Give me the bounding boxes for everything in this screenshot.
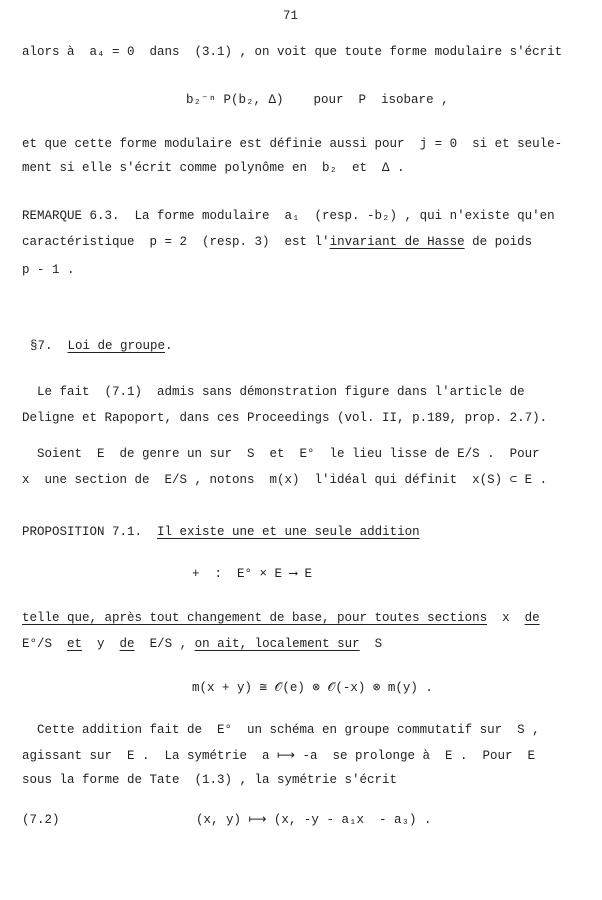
text-line: et que cette forme modulaire est définie aussi pour j = 0 si et seule- xyxy=(22,137,563,151)
section-dot: . xyxy=(165,339,173,353)
proposition-text: E°/S xyxy=(22,637,68,651)
equation-label: (7.2) xyxy=(22,813,60,827)
equation-ideal: m(x + y) ≅ 𝒪(e) ⊗ 𝒪(-x) ⊗ m(y) . xyxy=(192,681,433,695)
proposition-line xyxy=(22,636,382,652)
equation-addition: + : E° × E ⟶ E xyxy=(192,567,313,581)
section-title: Loi de groupe xyxy=(67,339,166,353)
proposition-heading xyxy=(22,524,420,540)
proposition-statement: de xyxy=(119,637,135,651)
paragraph-line: Cette addition fait de E° un schéma en groupe commutatif sur S , xyxy=(22,723,540,737)
proposition-text: y xyxy=(82,637,120,651)
text-line: alors à a₄ = 0 dans (3.1) , on voit que toute forme modulaire s'écrit xyxy=(22,45,563,59)
proposition-statement: de xyxy=(524,611,540,625)
hasse-invariant-term: invariant de Hasse xyxy=(329,235,465,249)
proposition-statement: Il existe une et une seule addition xyxy=(157,525,420,539)
proposition-statement: on ait, localement sur xyxy=(194,637,360,651)
paragraph-line: Soient E de genre un sur S et E° le lieu lisse de E/S . Pour xyxy=(22,447,540,461)
page-number: 71 xyxy=(283,9,299,23)
paragraph-line: agissant sur E . La symétrie a ⟼ -a se prolonge à E . Pour E xyxy=(22,749,536,763)
remark-text: caractéristique p = 2 (resp. 3) est l' xyxy=(22,235,330,249)
section-heading xyxy=(30,338,173,354)
remark-line: p - 1 . xyxy=(22,263,75,277)
proposition-label: PROPOSITION 7.1. xyxy=(22,525,158,539)
paragraph-line: Deligne et Rapoport, dans ces Proceedings (vol. II, p.189, prop. 2.7). xyxy=(22,411,548,425)
proposition-text: E/S , xyxy=(134,637,195,651)
proposition-text: S xyxy=(359,637,383,651)
text-line: ment si elle s'écrit comme polynôme en b₂ et Δ . xyxy=(22,161,405,175)
proposition-line xyxy=(22,610,540,626)
equation-modular-form: b₂⁻ⁿ P(b₂, Δ) pour P isobare , xyxy=(186,93,449,107)
paragraph-line: Le fait (7.1) admis sans démonstration figure dans l'article de xyxy=(22,385,525,399)
proposition-statement: et xyxy=(67,637,83,651)
remark-line: REMARQUE 6.3. La forme modulaire a₁ (resp. -b₂) , qui n'existe qu'en xyxy=(22,209,555,223)
paragraph-line: x une section de E/S , notons m(x) l'idéal qui définit x(S) ⊂ E . xyxy=(22,473,548,487)
section-number: §7. xyxy=(30,339,68,353)
paragraph-line: sous la forme de Tate (1.3) , la symétrie s'écrit xyxy=(22,773,398,787)
proposition-statement: telle que, après tout changement de base, pour toutes sections xyxy=(22,611,488,625)
remark-line xyxy=(22,234,532,250)
proposition-text: x xyxy=(487,611,525,625)
remark-text: de poids xyxy=(464,235,533,249)
equation-symmetry: (x, y) ⟼ (x, -y - a₁x - a₃) . xyxy=(196,813,432,827)
